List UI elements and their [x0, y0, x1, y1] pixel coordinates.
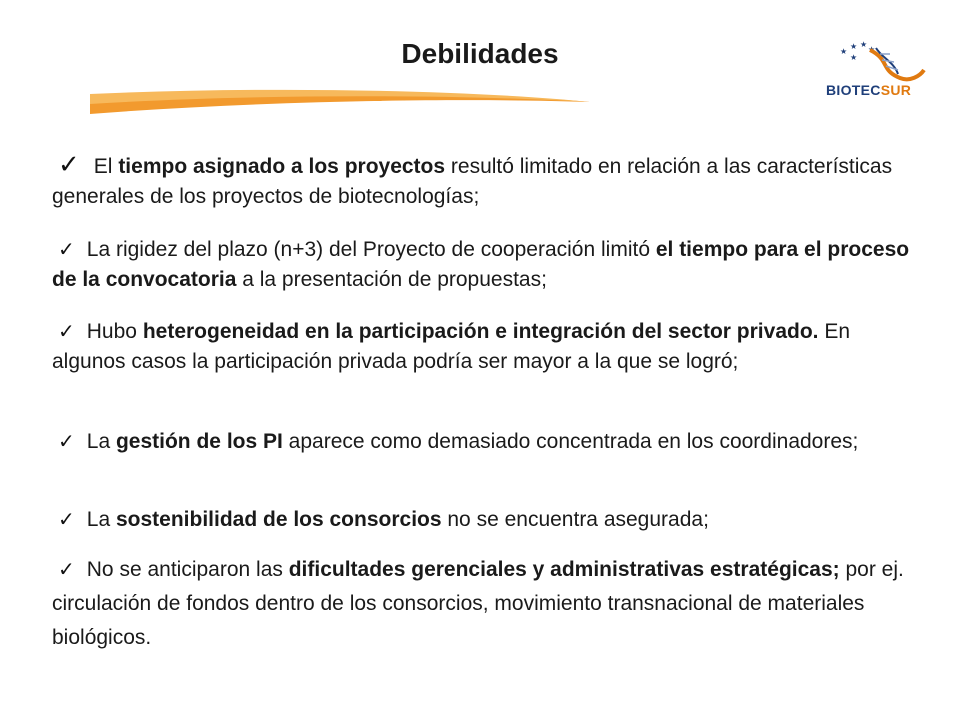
bullet-item: ✓ La gestión de los PI aparece como demasiado concentrada en los coordinadores; — [52, 426, 912, 457]
bullet-item: ✓ La sostenibilidad de los consorcios no se encuentra asegurada; — [52, 504, 912, 535]
bullet-item: ✓ La rigidez del plazo (n+3) del Proyecto de cooperación limitó el tiempo para el proceso de la convocatoria a la presentación de propuestas; — [52, 234, 912, 295]
svg-text:★: ★ — [850, 53, 858, 62]
svg-text:★: ★ — [850, 42, 858, 51]
svg-text:★: ★ — [840, 47, 848, 56]
svg-text:★: ★ — [868, 45, 876, 54]
checkmark-icon: ✓ — [58, 507, 75, 531]
bullet-item: ✓ Hubo heterogeneidad en la participación e integración del sector privado. En algunos casos la participación privada podría ser mayor a la que se logró; — [52, 316, 912, 377]
bullet-item: ✓ El tiempo asignado a los proyectos resultó limitado en relación a las características generales de los proyectos de biotecnologías; — [52, 150, 893, 208]
svg-text:★: ★ — [860, 40, 868, 49]
checkmark-icon: ✓ — [58, 237, 75, 261]
checkmark-icon: ✓ — [58, 150, 80, 180]
checkmark-icon: ✓ — [58, 429, 75, 453]
logo-wordmark: BIOTECSUR — [826, 82, 912, 98]
bullet-item: ✓ No se anticiparon las dificultades gerenciales y administrativas estratégicas; por ej. circulación de fondos dentro de los consorcios, movimiento transnacional de materiales biológicos. — [52, 552, 912, 655]
slide-title: Debilidades — [401, 38, 559, 69]
title-underline-swoosh — [90, 84, 890, 124]
checkmark-icon: ✓ — [58, 557, 75, 581]
checkmark-icon: ✓ — [58, 319, 75, 343]
